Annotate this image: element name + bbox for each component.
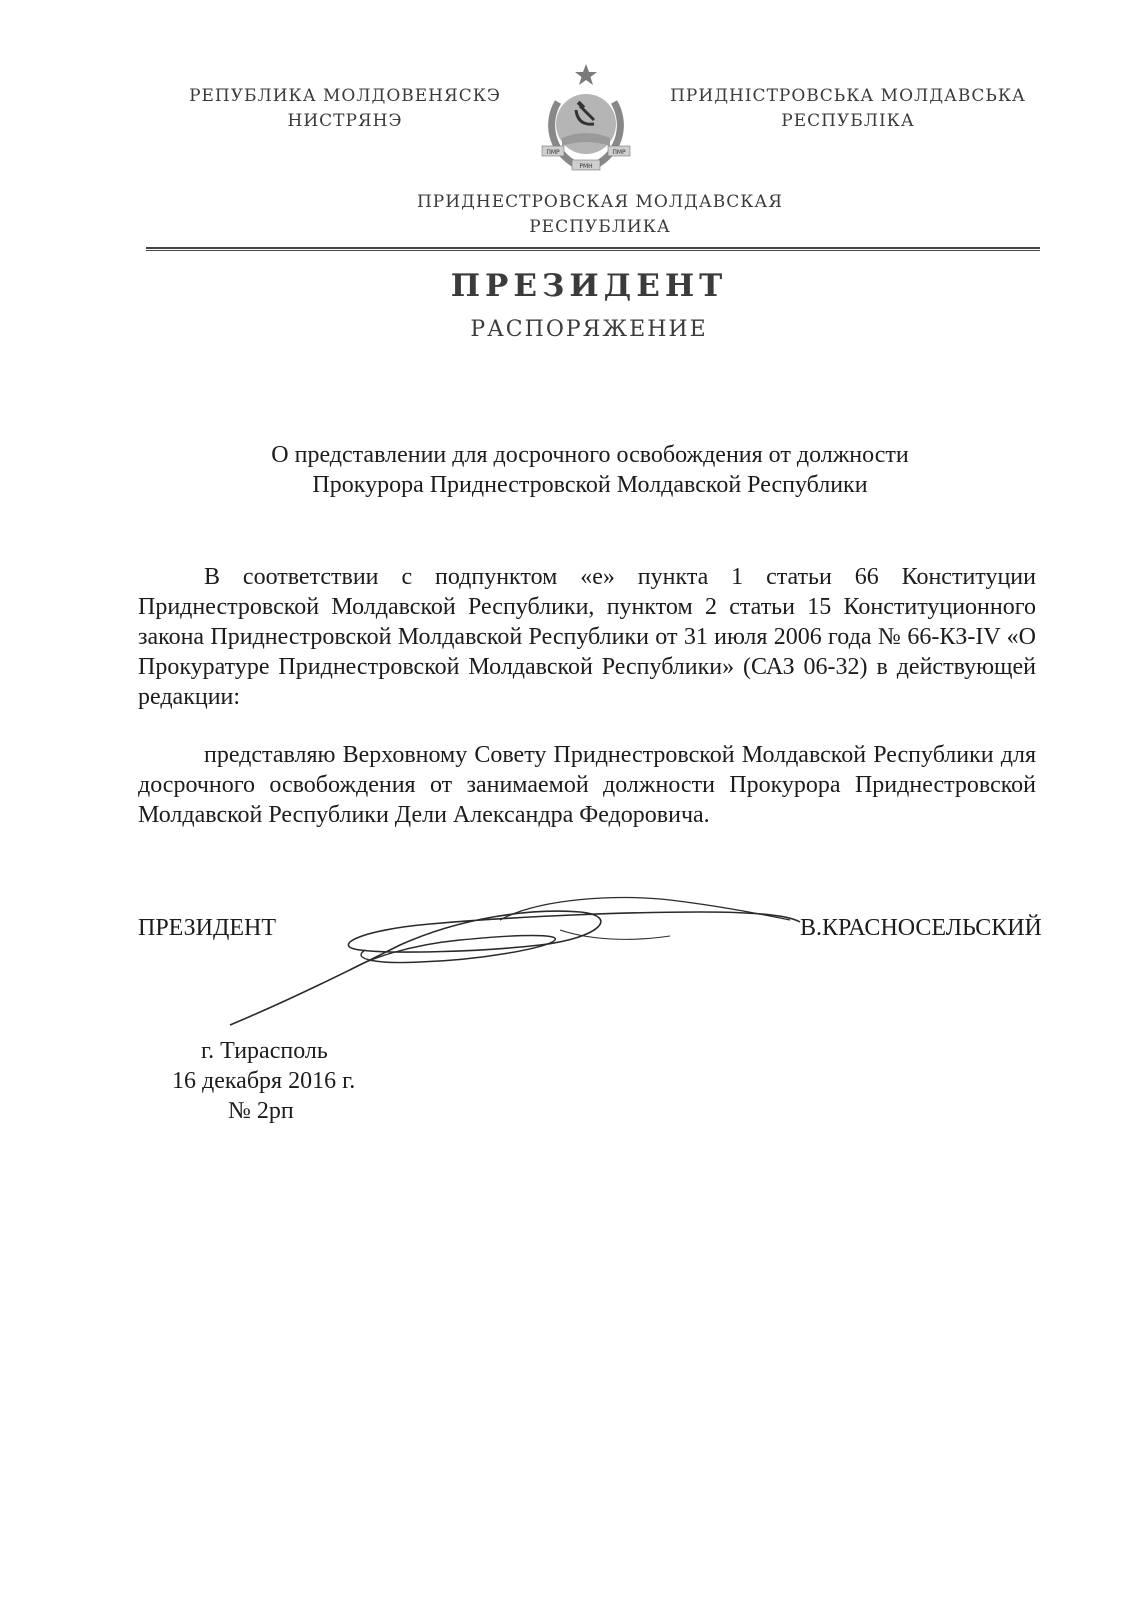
- document-number: № 2рп: [228, 1098, 294, 1124]
- header-left-line-1: РЕПУБЛИКА МОЛДОВЕНЯСКЭ: [189, 86, 501, 106]
- header-center: [380, 190, 820, 240]
- emblem-ribbon-bottom: РМН: [579, 163, 593, 170]
- document-type: РАСПОРЯЖЕНИЕ: [470, 317, 708, 342]
- handwritten-signature: [200, 890, 840, 1050]
- issue-place: г. Тирасполь: [201, 1038, 328, 1064]
- header-left: [180, 84, 510, 134]
- header-center-line-2: РЕСПУБЛИКА: [529, 217, 671, 237]
- emblem-ribbon-left: ПМР: [546, 149, 560, 156]
- document-title: ПРЕЗИДЕНТ: [450, 268, 728, 304]
- subject-line-2: Прокурора Приднестровской Молдавской Республики: [312, 472, 868, 498]
- header-center-line-1: ПРИДНЕСТРОВСКАЯ МОЛДАВСКАЯ: [416, 192, 784, 212]
- header-left-line-2: НИСТРЯНЭ: [287, 111, 403, 131]
- header-right-line-1: ПРИДНІСТРОВСЬКА МОЛДАВСЬКА: [670, 86, 1026, 106]
- subject-line-1: О представлении для досрочного освобождения от должности: [271, 442, 909, 468]
- coat-of-arms-icon: [538, 62, 634, 174]
- header-divider: [146, 247, 1040, 251]
- signatory-name: В.КРАСНОСЕЛЬСКИЙ: [800, 915, 1042, 941]
- body-paragraph-2: представляю Верховному Совету Приднестровской Молдавской Республики для досрочного освобождения от занимаемой должности Прокурора Приднестровской Молдавской Республики Дели Александра Федоровича.: [138, 742, 1036, 828]
- header-right: [668, 84, 1028, 134]
- issue-date: 16 декабря 2016 г.: [172, 1068, 356, 1094]
- emblem-ribbon-right: ПМР: [612, 149, 626, 156]
- header-right-line-2: РЕСПУБЛІКА: [781, 111, 915, 131]
- signatory-role: ПРЕЗИДЕНТ: [138, 915, 277, 941]
- document-subject: [200, 440, 980, 500]
- body-paragraph-1: В соответствии с подпунктом «е» пункта 1 статьи 66 Конституции Приднестровской Молдавской Республики, пунктом 2 статьи 15 Конституционного закона Приднестровской Молдавской Республики от 31 июля 2006 года № 66-КЗ-IV «О Прокуратуре Приднестровской Молдавской Республики» (САЗ 06-32) в действующей редакции:: [138, 564, 1036, 710]
